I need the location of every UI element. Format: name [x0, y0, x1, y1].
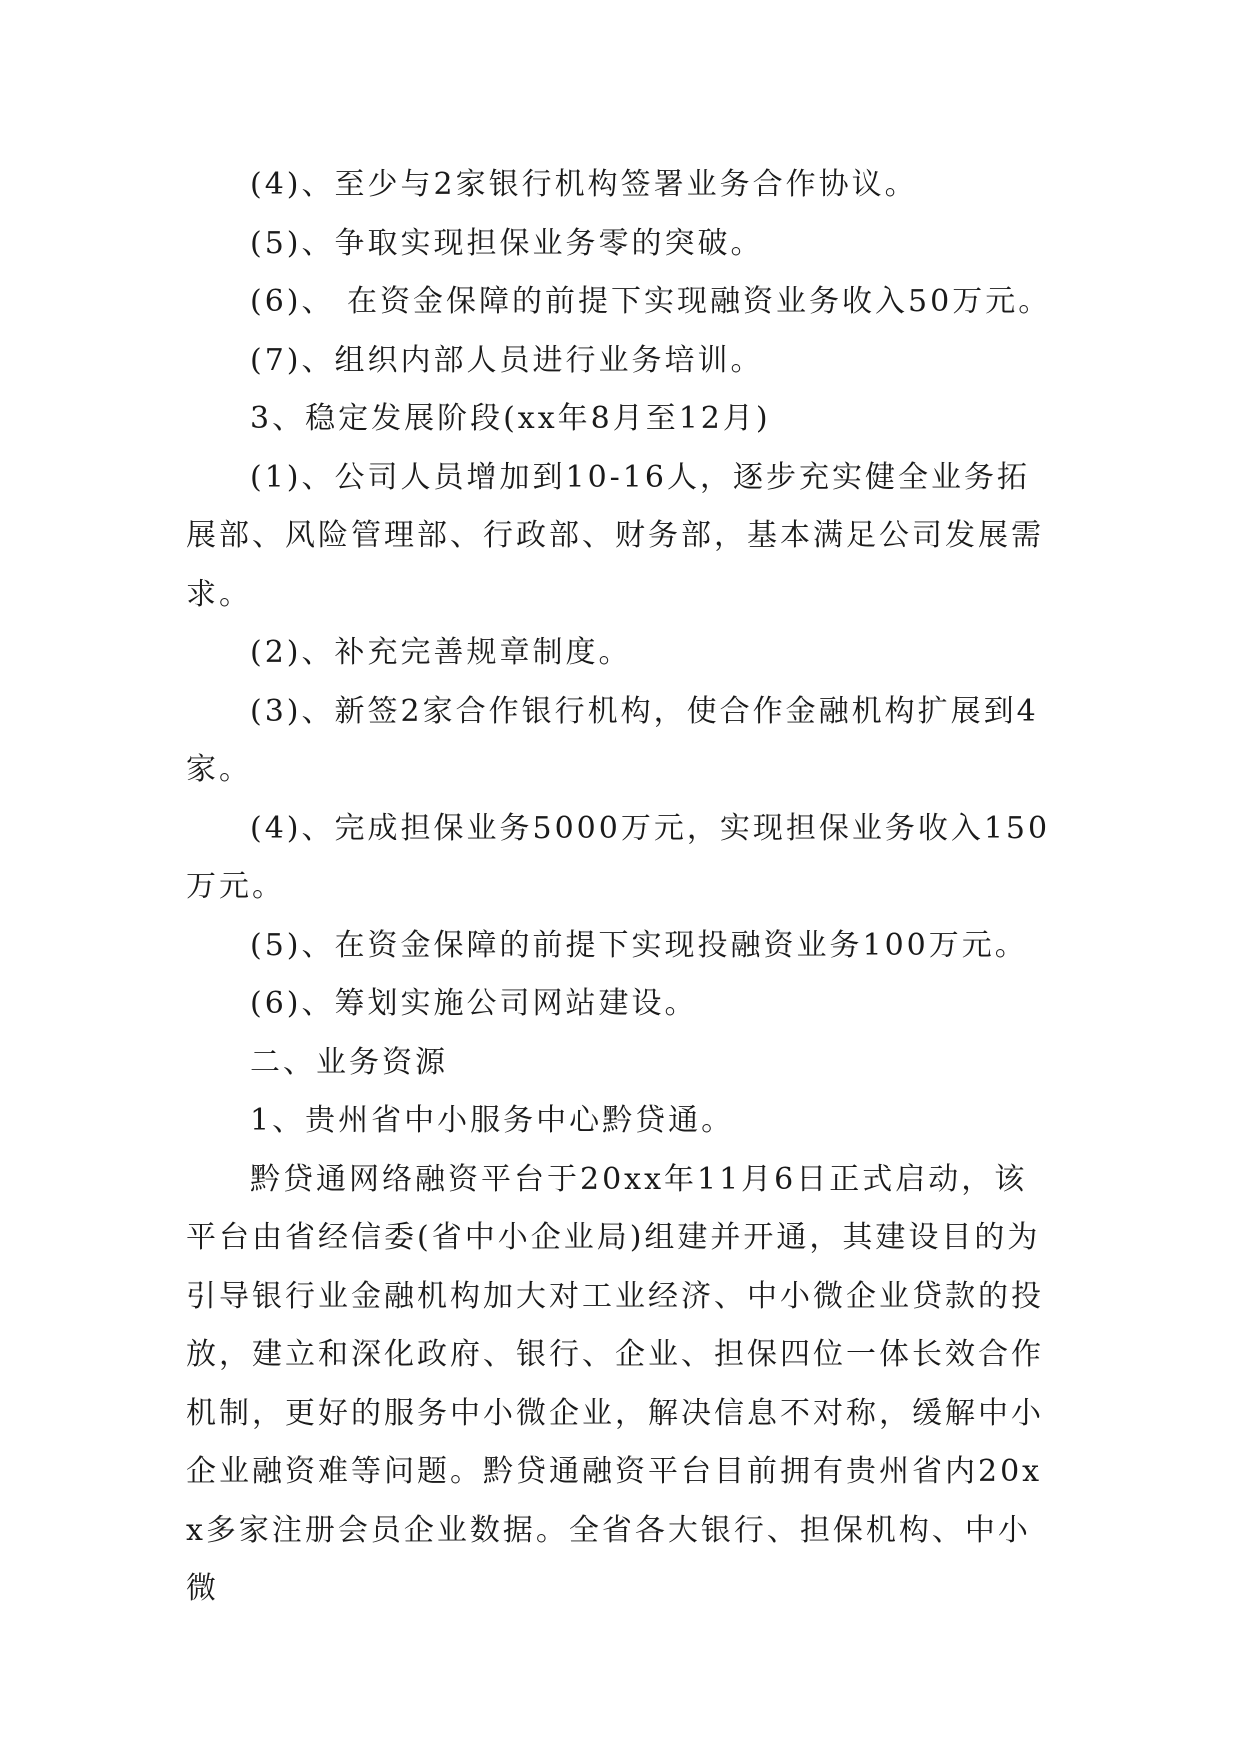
- paragraph-7-staff-training: (7)、组织内部人员进行业务培训。: [250, 342, 764, 378]
- paragraph-5-guarantee-breakthrough: (5)、争取实现担保业务零的突破。: [250, 225, 764, 261]
- paragraph-4-guarantee-volume: (4)、完成担保业务5000万元，实现担保业务收入150万元。: [186, 810, 1051, 904]
- section-heading-business-resources: 二、业务资源: [250, 1044, 448, 1080]
- paragraph-6-financing-income: (6)、 在资金保障的前提下实现融资业务收入50万元。: [250, 284, 1052, 319]
- paragraph-qiandaitong-description: 黔贷通网络融资平台于20xx年11月6日正式启动，该平台由省经信委(省中小企业局)组建并开通，其建设目的为引导银行业金融机构加大对工业经济、中小微企业贷款的投放，建立和深化政府、银行、企业、担保四位一体长效合作机制，更好的服务中小微企业，解决信息不对称，缓解中小企业融资难等问题。黔贷通融资平台目前拥有贵州省内20xx多家注册会员企业数据。全省各大银行、担保机构、中小微: [186, 1161, 1044, 1606]
- paragraph-4-bank-agreements: (4)、至少与2家银行机构签署业务合作协议。: [250, 167, 918, 202]
- paragraph-3-new-banks: (3)、新签2家合作银行机构，使合作金融机构扩展到4家。: [186, 693, 1039, 787]
- section-heading-stable-development: 3、稳定发展阶段(xx年8月至12月): [250, 401, 771, 436]
- subheading-qiandaitong: 1、贵州省中小服务中心黔贷通。: [250, 1103, 735, 1138]
- document-page: [186, 156, 1054, 1619]
- paragraph-1-staff-growth: (1)、公司人员增加到10-16人，逐步充实健全业务拓展部、风险管理部、行政部、财务部，基本满足公司发展需求。: [186, 459, 1044, 612]
- paragraph-5-investment: (5)、在资金保障的前提下实现投融资业务100万元。: [250, 927, 1028, 963]
- paragraph-6-website: (6)、筹划实施公司网站建设。: [250, 986, 698, 1021]
- paragraph-2-rules: (2)、补充完善规章制度。: [250, 635, 632, 670]
